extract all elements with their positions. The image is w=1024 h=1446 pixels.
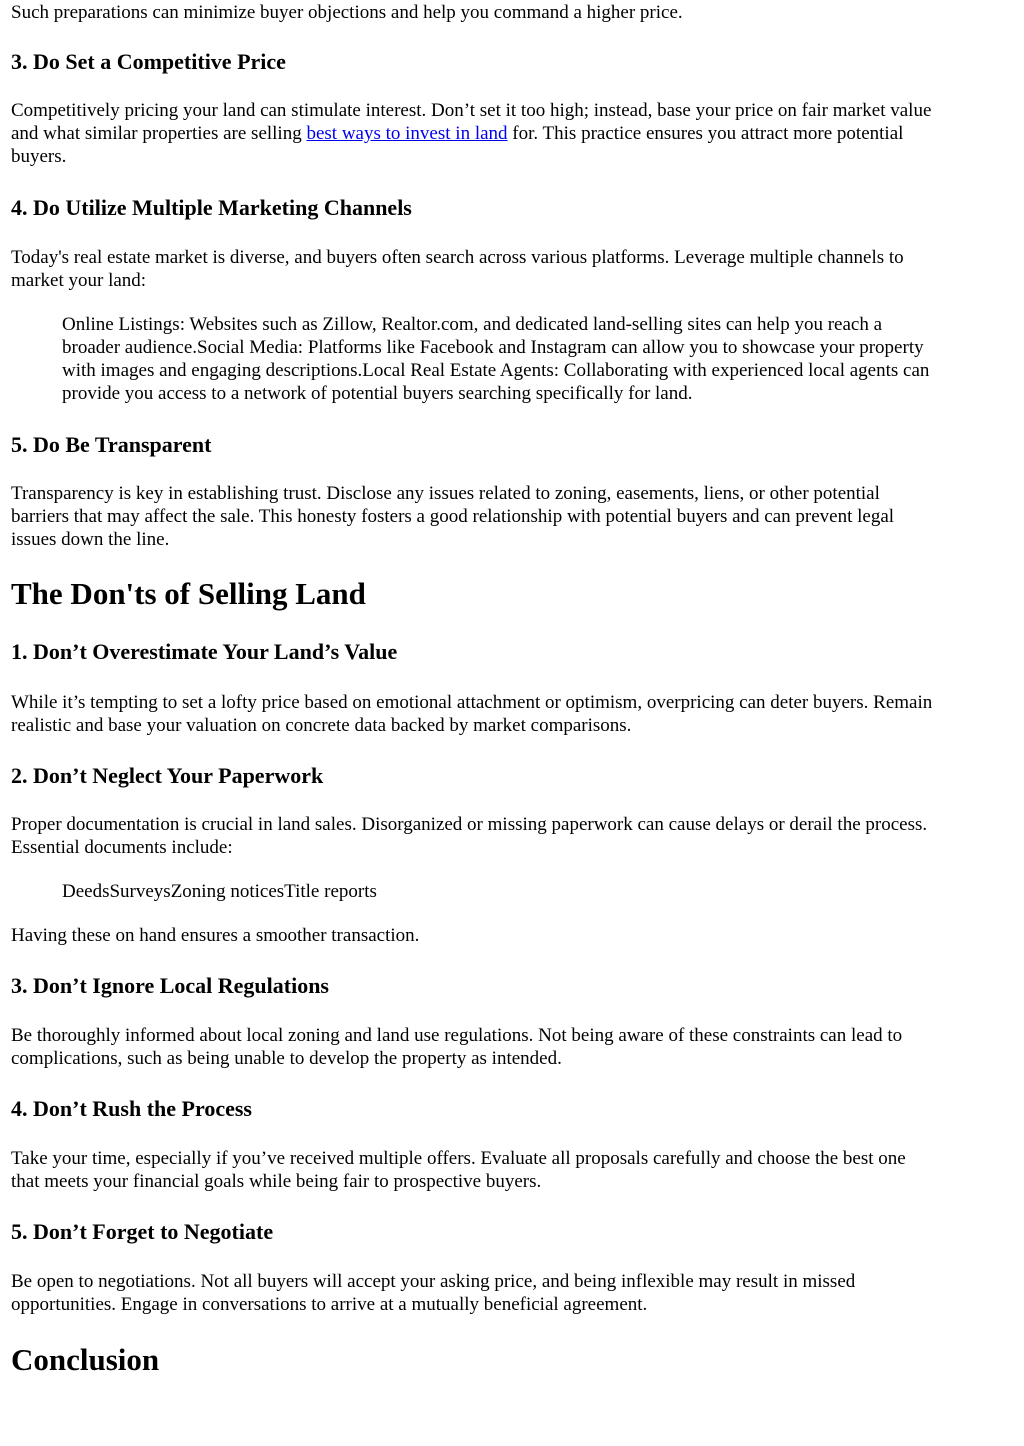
text-line: Take your time, especially if you’ve received multiple offers. Evaluate all proposals carefully and choose the best one — [11, 1148, 906, 1169]
text-line: Be thoroughly informed about local zoning and land use regulations. Not being aware of these constraints can lead to — [11, 1025, 903, 1046]
text-line: market your land: — [11, 270, 147, 291]
heading-do-marketing-channels: 4. Do Utilize Multiple Marketing Channels — [11, 195, 412, 220]
text-line: Be open to negotiations. Not all buyers will accept your asking price, and being inflexible may result in missed — [11, 1271, 856, 1292]
text-segment: for. This practice ensures you attract more potential — [507, 123, 904, 144]
heading-dont-overestimate: 1. Don’t Overestimate Your Land’s Value — [11, 639, 398, 664]
paragraph-regulations — [11, 1024, 902, 1070]
text-segment: and what similar properties are selling — [11, 123, 307, 144]
text-line: provide you access to a network of potential buyers searching specifically for land. — [62, 383, 693, 404]
text-line: realistic and base your valuation on concrete data backed by market comparisons. — [11, 715, 632, 736]
text-line: buyers. — [11, 146, 67, 167]
heading-do-competitive-price: 3. Do Set a Competitive Price — [11, 49, 286, 74]
text-line: Online Listings: Websites such as Zillow, Realtor.com, and dedicated land-selling sites can help you reach a — [62, 314, 883, 335]
text-line: Today's real estate market is diverse, and buyers often search across various platforms. Leverage multiple channels to — [11, 247, 904, 268]
marketing-channels-list — [62, 313, 929, 405]
heading-donts-of-selling-land: The Don'ts of Selling Land — [11, 576, 366, 611]
text-line: with images and engaging descriptions.Local Real Estate Agents: Collaborating with experienced local agents can — [62, 360, 930, 381]
text-line: Essential documents include: — [11, 837, 233, 858]
text-line: issues down the line. — [11, 529, 170, 550]
paragraph-overestimate — [11, 691, 932, 737]
paragraph-rush-process — [11, 1147, 906, 1193]
heading-conclusion: Conclusion — [11, 1342, 160, 1377]
text-line: Transparency is key in establishing trust. Disclose any issues related to zoning, easements, liens, or other potential — [11, 483, 880, 504]
paragraph-paperwork-after — [11, 924, 419, 947]
text-line: barriers that may affect the sale. This honesty fosters a good relationship with potential buyers and can prevent legal — [11, 506, 895, 527]
text-line: complications, such as being unable to develop the property as intended. — [11, 1048, 562, 1069]
text-line: DeedsSurveysZoning noticesTitle reports — [62, 881, 377, 902]
text-line: Competitively pricing your land can stimulate interest. Don’t set it too high; instead, base your price on fair market value — [11, 100, 932, 121]
paragraph-negotiate — [11, 1270, 855, 1316]
text-line: that meets your financial goals while being fair to prospective buyers. — [11, 1171, 542, 1192]
paragraph-competitive-price — [11, 99, 931, 168]
text-line: Having these on hand ensures a smoother transaction. — [11, 925, 420, 946]
paragraph-be-transparent — [11, 482, 894, 551]
paragraph-paperwork — [11, 813, 927, 859]
heading-do-be-transparent: 5. Do Be Transparent — [11, 432, 212, 457]
text-line: broader audience.Social Media: Platforms like Facebook and Instagram can allow you to showcase your property — [62, 337, 924, 358]
text-line: While it’s tempting to set a lofty price based on emotional attachment or optimism, overpricing can deter buyers. Remain — [11, 692, 933, 713]
paragraph-marketing-channels — [11, 246, 904, 292]
heading-dont-rush-process: 4. Don’t Rush the Process — [11, 1096, 252, 1121]
text-line: opportunities. Engage in conversations to arrive at a mutually beneficial agreement. — [11, 1294, 648, 1315]
paperwork-documents-list — [62, 880, 377, 903]
text-line — [11, 122, 931, 145]
text-line: Proper documentation is crucial in land sales. Disorganized or missing paperwork can cause delays or derail the process. — [11, 814, 928, 835]
heading-dont-neglect-paperwork: 2. Don’t Neglect Your Paperwork — [11, 763, 324, 788]
intro-paragraph — [11, 1, 683, 24]
heading-dont-ignore-regulations: 3. Don’t Ignore Local Regulations — [11, 973, 329, 998]
heading-dont-forget-negotiate: 5. Don’t Forget to Negotiate — [11, 1219, 274, 1244]
best-ways-to-invest-link[interactable]: best ways to invest in land — [306, 123, 508, 144]
text-line: Such preparations can minimize buyer objections and help you command a higher price. — [11, 2, 683, 23]
